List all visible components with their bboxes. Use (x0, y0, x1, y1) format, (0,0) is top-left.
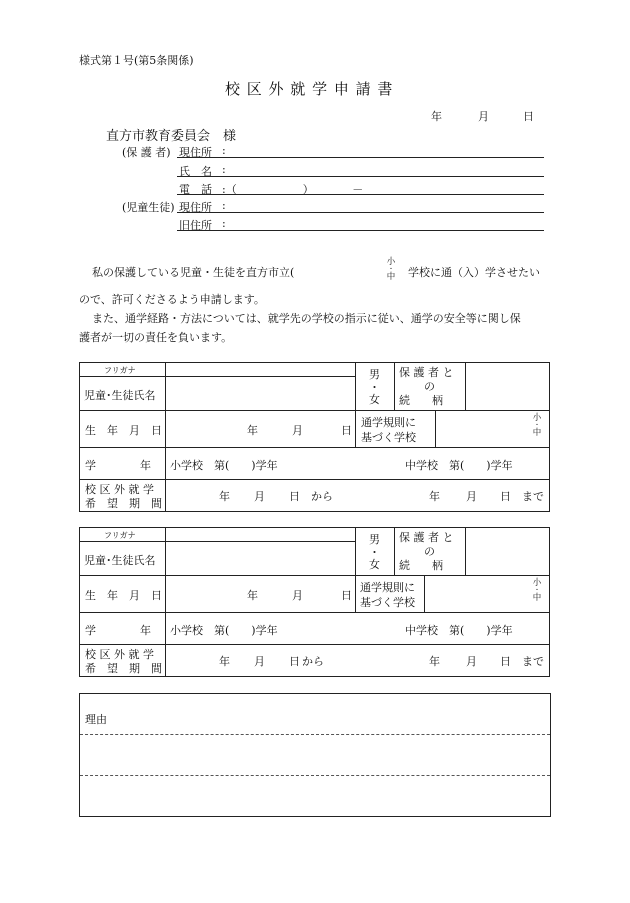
gender-female[interactable]: 女 (369, 558, 380, 571)
body-line4: 護者が一切の責任を負います。 (79, 331, 233, 344)
period-from-month: 月 (254, 655, 265, 668)
body-line1-prefix: 私の保護している児童・生徒を直方市立( (92, 266, 295, 279)
furigana-label: フリガナ (104, 531, 136, 540)
period-from: から (302, 655, 324, 668)
birth-year: 年 (247, 424, 258, 437)
commute-rule-label-2: 基づく学校 (360, 596, 415, 609)
student-name-label: 児童･生徒氏名 (84, 554, 156, 567)
relation-label-1: 保 護 者 と (399, 531, 454, 544)
relation-label-3: 続 柄 (399, 394, 443, 407)
relation-label-2: の (424, 380, 435, 393)
birth-day: 日 (341, 589, 352, 602)
period-to-day: 日 (500, 655, 511, 668)
elementary-grade: 小学校 第( )学年 (170, 624, 278, 637)
birth-month: 月 (292, 589, 303, 602)
period-from-year: 年 (219, 655, 230, 668)
date-year-label: 年 (431, 110, 442, 123)
relation-label-3: 続 柄 (399, 559, 443, 572)
period-label-2: 希 望 期 間 (85, 497, 162, 510)
old-address-field[interactable] (177, 230, 544, 231)
gender-male[interactable]: 男 (369, 368, 380, 381)
body-line2: ので、許可くださるよう申請します。 (79, 293, 265, 306)
phone-label: 電 話 (179, 183, 212, 196)
phone-field[interactable] (177, 194, 544, 195)
addressee: 直方市教育委員会 様 (106, 129, 237, 144)
phone-format: :（ ） － (222, 183, 364, 196)
page-title: 校 区 外 就 学 申 請 書 (225, 80, 394, 98)
commute-rule-label-1: 通学規則に (360, 581, 415, 594)
birth-month: 月 (292, 424, 303, 437)
gender-female[interactable]: 女 (369, 393, 380, 406)
student-name-field[interactable] (166, 541, 355, 575)
gender-male[interactable]: 男 (369, 533, 380, 546)
reason-box[interactable] (79, 693, 551, 817)
guardian-address-label: 現住所 (179, 146, 212, 159)
period-until: まで (522, 655, 544, 668)
form-number: 様式第１号(第5条関係) (79, 54, 194, 67)
date-day-label: 日 (523, 110, 534, 123)
child-address-label: 現住所 (179, 201, 212, 214)
child-label: (児童生徒) (122, 201, 175, 214)
period-to-month: 月 (466, 655, 477, 668)
period-to-year: 年 (429, 655, 440, 668)
birth-year: 年 (247, 589, 258, 602)
commute-school-type: 小 ・ 中 (532, 413, 542, 438)
period-label-1: 校 区 外 就 学 (85, 483, 154, 496)
relation-label-2: の (424, 545, 435, 558)
period-from-day: 日 (289, 655, 300, 668)
relation-label-1: 保 護 者 と (399, 366, 454, 379)
colon: : (222, 217, 226, 230)
period-from-day: 日 (289, 490, 300, 503)
reason-divider (80, 734, 550, 735)
guardian-address-field[interactable] (177, 157, 544, 158)
body-line3: また、通学経路・方法については、就学先の学校の指示に従い、通学の安全等に関し保 (92, 312, 521, 325)
period-from-month: 月 (254, 490, 265, 503)
reason-divider (80, 775, 550, 776)
gender-dot: ・ (369, 546, 380, 559)
period-label-2: 希 望 期 間 (85, 662, 162, 675)
grade-label: 学 年 (85, 624, 151, 637)
guardian-name-label: 氏 名 (179, 165, 212, 178)
period-label-1: 校 区 外 就 学 (85, 648, 154, 661)
guardian-label: (保 護 者) (122, 146, 171, 159)
period-from: から (311, 490, 333, 503)
colon: : (222, 199, 226, 212)
colon: : (222, 163, 226, 176)
student-name-field[interactable] (166, 376, 355, 410)
birth-label: 生 年 月 日 (85, 424, 162, 437)
student-name-label: 児童･生徒氏名 (84, 389, 156, 402)
date-month-label: 月 (478, 110, 489, 123)
grade-label: 学 年 (85, 459, 151, 472)
furigana-label: フリガナ (104, 366, 136, 375)
period-to-month: 月 (466, 490, 477, 503)
body-line1-suffix: 学校に通（入）学させたい (408, 266, 540, 279)
junior-grade: 中学校 第( )学年 (405, 459, 513, 472)
period-to-year: 年 (429, 490, 440, 503)
child-address-field[interactable] (177, 212, 544, 213)
birth-day: 日 (341, 424, 352, 437)
period-until: まで (522, 490, 544, 503)
reason-label: 理由 (85, 713, 107, 726)
guardian-name-field[interactable] (177, 176, 544, 177)
period-from-year: 年 (219, 490, 230, 503)
elementary-grade: 小学校 第( )学年 (170, 459, 278, 472)
commute-rule-label-1: 通学規則に (361, 416, 416, 429)
birth-label: 生 年 月 日 (85, 589, 162, 602)
commute-school-type: 小 ・ 中 (532, 578, 542, 603)
commute-rule-label-2: 基づく学校 (361, 431, 416, 444)
junior-grade: 中学校 第( )学年 (405, 624, 513, 637)
gender-dot: ・ (369, 381, 380, 394)
colon: : (222, 144, 226, 157)
old-address-label: 旧住所 (179, 219, 212, 232)
period-to-day: 日 (500, 490, 511, 503)
school-type-small: 小 ・ 中 (386, 257, 396, 282)
